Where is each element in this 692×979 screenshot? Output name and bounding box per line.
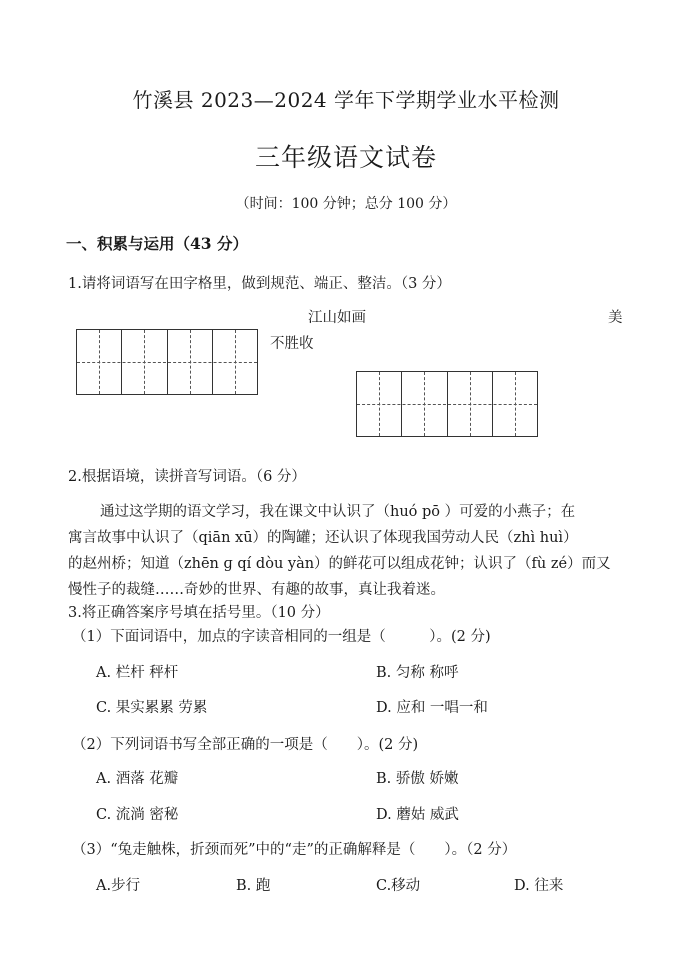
grid-cell[interactable] bbox=[448, 372, 493, 436]
q3-sub1-option-b[interactable]: B. 匀称 称呼 bbox=[376, 665, 459, 681]
exam-subtitle: 三年级语文试卷 bbox=[254, 143, 437, 172]
q3-sub2-option-a[interactable]: A. 酒落 花瓣 bbox=[96, 771, 179, 787]
section-heading: 一、积累与运用（43 分） bbox=[66, 234, 248, 253]
writing-grid-right[interactable] bbox=[356, 371, 538, 437]
q3-sub1-prompt: （1）下面词语中，加点的字读音相同的一组是（ ）。(2 分) bbox=[72, 629, 491, 645]
q1-word-a: 江山如画 bbox=[308, 310, 366, 326]
q2-line-2: 寓言故事中认识了（qiān xū）的陶罐；还认识了体现我国劳动人民（zhì huì） bbox=[68, 530, 578, 546]
q3-sub2-option-b[interactable]: B. 骄傲 娇嫩 bbox=[376, 771, 459, 787]
q3-sub3-option-c[interactable]: C.移动 bbox=[376, 878, 421, 894]
q2-prompt: 2.根据语境，读拼音写词语。（6 分） bbox=[68, 469, 306, 485]
time-info: （时间：100 分钟；总分 100 分） bbox=[235, 196, 457, 212]
q3-prompt: 3.将正确答案序号填在括号里。（10 分） bbox=[68, 605, 330, 621]
q3-sub1-option-a[interactable]: A. 栏杆 秤杆 bbox=[96, 665, 179, 681]
grid-cell[interactable] bbox=[213, 330, 257, 394]
q1-prompt: 1.请将词语写在田字格里，做到规范、端正、整洁。（3 分） bbox=[68, 276, 451, 292]
exam-title: 竹溪县 2023—2024 学年下学期学业水平检测 bbox=[132, 88, 560, 112]
q3-sub1-option-d[interactable]: D. 应和 一唱一和 bbox=[376, 700, 488, 716]
q3-sub1-option-c[interactable]: C. 果实累累 劳累 bbox=[96, 700, 208, 716]
q3-sub3-option-d[interactable]: D. 往来 bbox=[514, 878, 564, 894]
grid-cell[interactable] bbox=[122, 330, 167, 394]
grid-cell[interactable] bbox=[168, 330, 213, 394]
grid-cell[interactable] bbox=[357, 372, 402, 436]
q2-line-3: 的赵州桥；知道（zhēn ɡ qí dòu yàn）的鲜花可以组成花钟；认识了（fù zé）而又 bbox=[68, 556, 611, 572]
q3-sub2-prompt: （2）下列词语书写全部正确的一项是（ ）。(2 分) bbox=[72, 737, 419, 753]
q3-sub2-option-d[interactable]: D. 蘑姑 威武 bbox=[376, 807, 459, 823]
q3-sub3-prompt: （3）“兔走触株，折颈而死”中的“走”的正确解释是（ ）。（2 分） bbox=[72, 842, 517, 858]
grid-cell[interactable] bbox=[77, 330, 122, 394]
q1-word-b: 美 bbox=[608, 310, 623, 326]
grid-cell[interactable] bbox=[402, 372, 447, 436]
q1-word-c: 不胜收 bbox=[270, 336, 314, 352]
q2-line-1: 通过这学期的语文学习，我在课文中认识了（huó pō ）可爱的小燕子；在 bbox=[100, 504, 576, 520]
writing-grid-left[interactable] bbox=[76, 329, 258, 395]
q3-sub3-option-b[interactable]: B. 跑 bbox=[236, 878, 271, 894]
q3-sub3-option-a[interactable]: A.步行 bbox=[96, 878, 141, 894]
q3-sub2-option-c[interactable]: C. 流淌 密秘 bbox=[96, 807, 179, 823]
grid-cell[interactable] bbox=[493, 372, 537, 436]
q2-line-4: 慢性子的裁缝……奇妙的世界、有趣的故事，真让我着迷。 bbox=[68, 582, 445, 598]
